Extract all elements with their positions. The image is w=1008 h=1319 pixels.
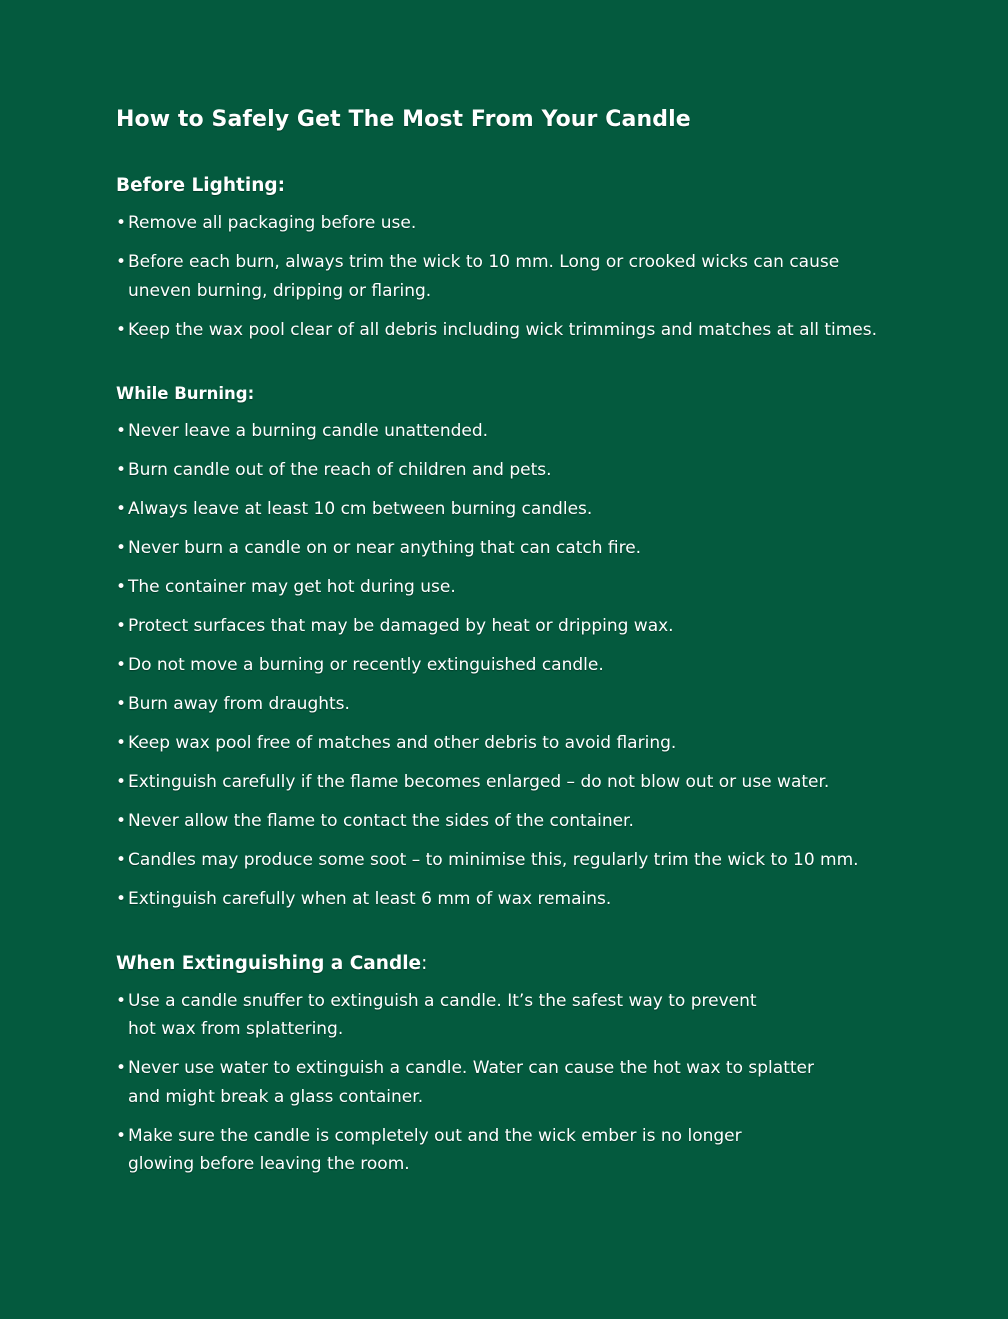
list-item-text: Remove all packaging before use. bbox=[128, 213, 417, 233]
list-item-text: Keep the wax pool clear of all debris including wick trimmings and matches at all times. bbox=[128, 319, 878, 340]
list-item bbox=[116, 417, 936, 446]
list-item bbox=[116, 885, 936, 914]
list-item-text: Burn candle out of the reach of children and pets. bbox=[128, 460, 552, 480]
section-while-burning bbox=[116, 380, 936, 914]
list-item-text: Never leave a burning candle unattended. bbox=[128, 421, 489, 441]
list-item bbox=[116, 456, 936, 485]
bullet-icon: • bbox=[116, 1058, 127, 1078]
bullet-icon: • bbox=[116, 850, 127, 870]
while-burning-list bbox=[116, 417, 936, 914]
list-item-text: Use a candle snuffer to extinguish a candle. It’s the safest way to prevent hot wax from splattering. bbox=[128, 990, 757, 1039]
list-item bbox=[116, 534, 936, 563]
list-item bbox=[116, 495, 936, 524]
list-item bbox=[116, 846, 936, 875]
list-item-text: Extinguish carefully when at least 6 mm of wax remains. bbox=[128, 889, 612, 909]
list-item-text: Never burn a candle on or near anything that can catch fire. bbox=[128, 538, 642, 558]
bullet-icon: • bbox=[116, 772, 127, 792]
list-item bbox=[116, 316, 928, 345]
bullet-icon: • bbox=[116, 252, 127, 272]
list-item bbox=[116, 1122, 768, 1179]
when-extinguishing-list bbox=[116, 987, 936, 1179]
list-item bbox=[116, 248, 853, 305]
bullet-icon: • bbox=[116, 499, 127, 519]
before-lighting-list bbox=[116, 209, 936, 344]
bullet-icon: • bbox=[116, 460, 127, 480]
list-item bbox=[116, 1054, 833, 1111]
bullet-icon: • bbox=[116, 616, 127, 636]
bullet-icon: • bbox=[116, 319, 127, 340]
bullet-icon: • bbox=[116, 421, 127, 441]
candle-safety-document bbox=[116, 104, 936, 1189]
bullet-icon: • bbox=[116, 577, 127, 597]
list-item-text: Extinguish carefully if the flame becomes enlarged – do not blow out or use water. bbox=[128, 772, 830, 792]
section-before-lighting bbox=[116, 172, 936, 344]
list-item bbox=[116, 690, 936, 719]
section-heading-while-burning bbox=[116, 380, 936, 408]
list-item bbox=[116, 729, 936, 758]
bullet-icon: • bbox=[116, 213, 127, 233]
section-when-extinguishing bbox=[116, 950, 936, 1179]
bullet-icon: • bbox=[116, 694, 127, 714]
heading-suffix: : bbox=[421, 952, 428, 974]
list-item bbox=[116, 651, 936, 680]
bullet-icon: • bbox=[116, 811, 127, 831]
list-item-text: Keep wax pool free of matches and other debris to avoid flaring. bbox=[128, 733, 677, 753]
bullet-icon: • bbox=[116, 889, 127, 909]
list-item-text: Protect surfaces that may be damaged by heat or dripping wax. bbox=[128, 616, 674, 636]
list-item bbox=[116, 768, 936, 797]
list-item-text: Candles may produce some soot – to minimise this, regularly trim the wick to 10 mm. bbox=[128, 850, 859, 870]
bullet-icon: • bbox=[116, 538, 127, 558]
list-item-text: Never use water to extinguish a candle. Water can cause the hot wax to splatter and might break a glass container. bbox=[128, 1058, 814, 1107]
list-item-text: Never allow the flame to contact the sides of the container. bbox=[128, 811, 634, 831]
list-item bbox=[116, 807, 936, 836]
heading-text: While Burning: bbox=[116, 384, 255, 403]
list-item-text: Make sure the candle is completely out and the wick ember is no longer glowing before leaving the room. bbox=[128, 1125, 742, 1174]
list-item bbox=[116, 209, 853, 238]
bullet-icon: • bbox=[116, 655, 127, 675]
section-heading-before-lighting bbox=[116, 172, 936, 200]
list-item bbox=[116, 612, 936, 641]
heading-text: Before Lighting: bbox=[116, 175, 286, 196]
list-item-text: Do not move a burning or recently extinguished candle. bbox=[128, 655, 604, 675]
heading-text: When Extinguishing a Candle bbox=[116, 952, 422, 974]
section-heading-when-extinguishing bbox=[116, 950, 936, 978]
bullet-icon: • bbox=[116, 990, 127, 1011]
page-title: How to Safely Get The Most From Your Candle bbox=[116, 107, 691, 132]
list-item-text: Before each burn, always trim the wick to 10 mm. Long or crooked wicks can cause uneven burning, dripping or flaring. bbox=[128, 252, 840, 301]
list-item bbox=[116, 573, 936, 602]
bullet-icon: • bbox=[116, 733, 127, 753]
list-item bbox=[116, 987, 773, 1044]
list-item-text: Burn away from draughts. bbox=[128, 694, 350, 714]
list-item-text: Always leave at least 10 cm between burning candles. bbox=[128, 499, 593, 519]
bullet-icon: • bbox=[116, 1125, 127, 1146]
list-item-text: The container may get hot during use. bbox=[128, 577, 456, 597]
